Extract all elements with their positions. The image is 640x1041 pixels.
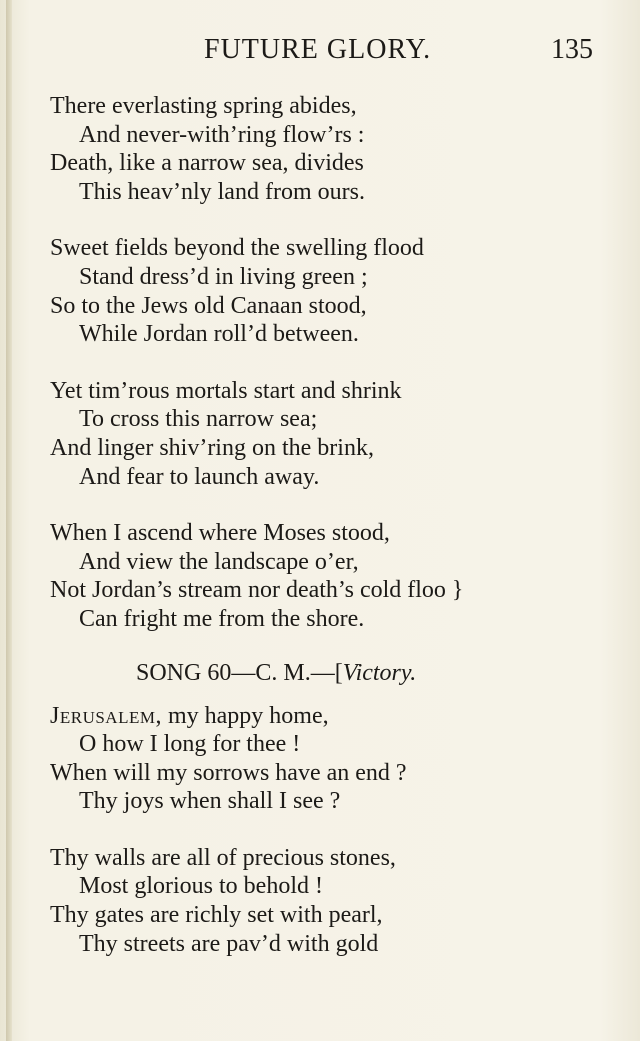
stanza	[50, 702, 620, 816]
verse-line: And fear to launch away.	[79, 463, 320, 490]
page-header	[0, 34, 640, 74]
verse-line: Can fright me from the shore.	[79, 605, 365, 632]
stanzas-group-1	[50, 92, 620, 634]
verse-line: Sweet fields beyond the swelling flood	[50, 235, 424, 262]
song-heading	[50, 658, 620, 688]
verse-line: Stand dress’d in living green ;	[79, 263, 368, 290]
verse-line: When will my sorrows have an end ?	[50, 759, 407, 786]
verse-line: And view the landscape o’er,	[79, 548, 359, 575]
verse-line: Not Jordan’s stream nor death’s cold floo }	[50, 577, 464, 604]
verse-line: When I ascend where Moses stood,	[50, 520, 390, 547]
verse-line: Thy gates are richly set with pearl,	[50, 902, 383, 929]
verse-line: And never-with’ring flow’rs :	[79, 121, 365, 148]
verse-line: Most glorious to behold !	[79, 873, 323, 900]
verse-line: This heav’nly land from ours.	[79, 178, 365, 205]
verse-line: Death, like a narrow sea, divides	[50, 150, 364, 177]
verse-line: There everlasting spring abides,	[50, 93, 357, 119]
verse-line: Thy streets are pav’d with gold	[79, 930, 379, 957]
stanza	[50, 234, 620, 348]
running-title: FUTURE GLORY.	[204, 34, 432, 65]
verse-line: Yet tim’rous mortals start and shrink	[50, 377, 402, 404]
page-number: 135	[551, 34, 593, 65]
verse-line: While Jordan roll’d between.	[79, 321, 359, 348]
verse-line: Thy joys when shall I see ?	[79, 788, 341, 815]
verse-line: O how I long for thee !	[79, 731, 301, 758]
stanza	[50, 377, 620, 491]
verse-line: To cross this narrow sea;	[79, 406, 318, 433]
tune-name: Victory.	[342, 659, 417, 686]
first-word: Jerusalem,	[50, 702, 162, 729]
stanza	[50, 92, 620, 206]
stanza	[50, 844, 620, 958]
verse-line: And linger shiv’ring on the brink,	[50, 434, 374, 461]
stanza	[50, 519, 620, 633]
stanzas-group-2	[50, 702, 620, 959]
verse-line: Thy walls are all of precious stones,	[50, 844, 396, 871]
song-heading-label: SONG 60—C. M.—[	[136, 659, 343, 686]
first-line-rest: my happy home,	[161, 702, 329, 729]
hymn-text	[50, 92, 620, 986]
page-spine-shadow	[6, 0, 12, 1041]
verse-line: So to the Jews old Canaan stood,	[50, 292, 367, 319]
verse-line	[50, 702, 620, 731]
